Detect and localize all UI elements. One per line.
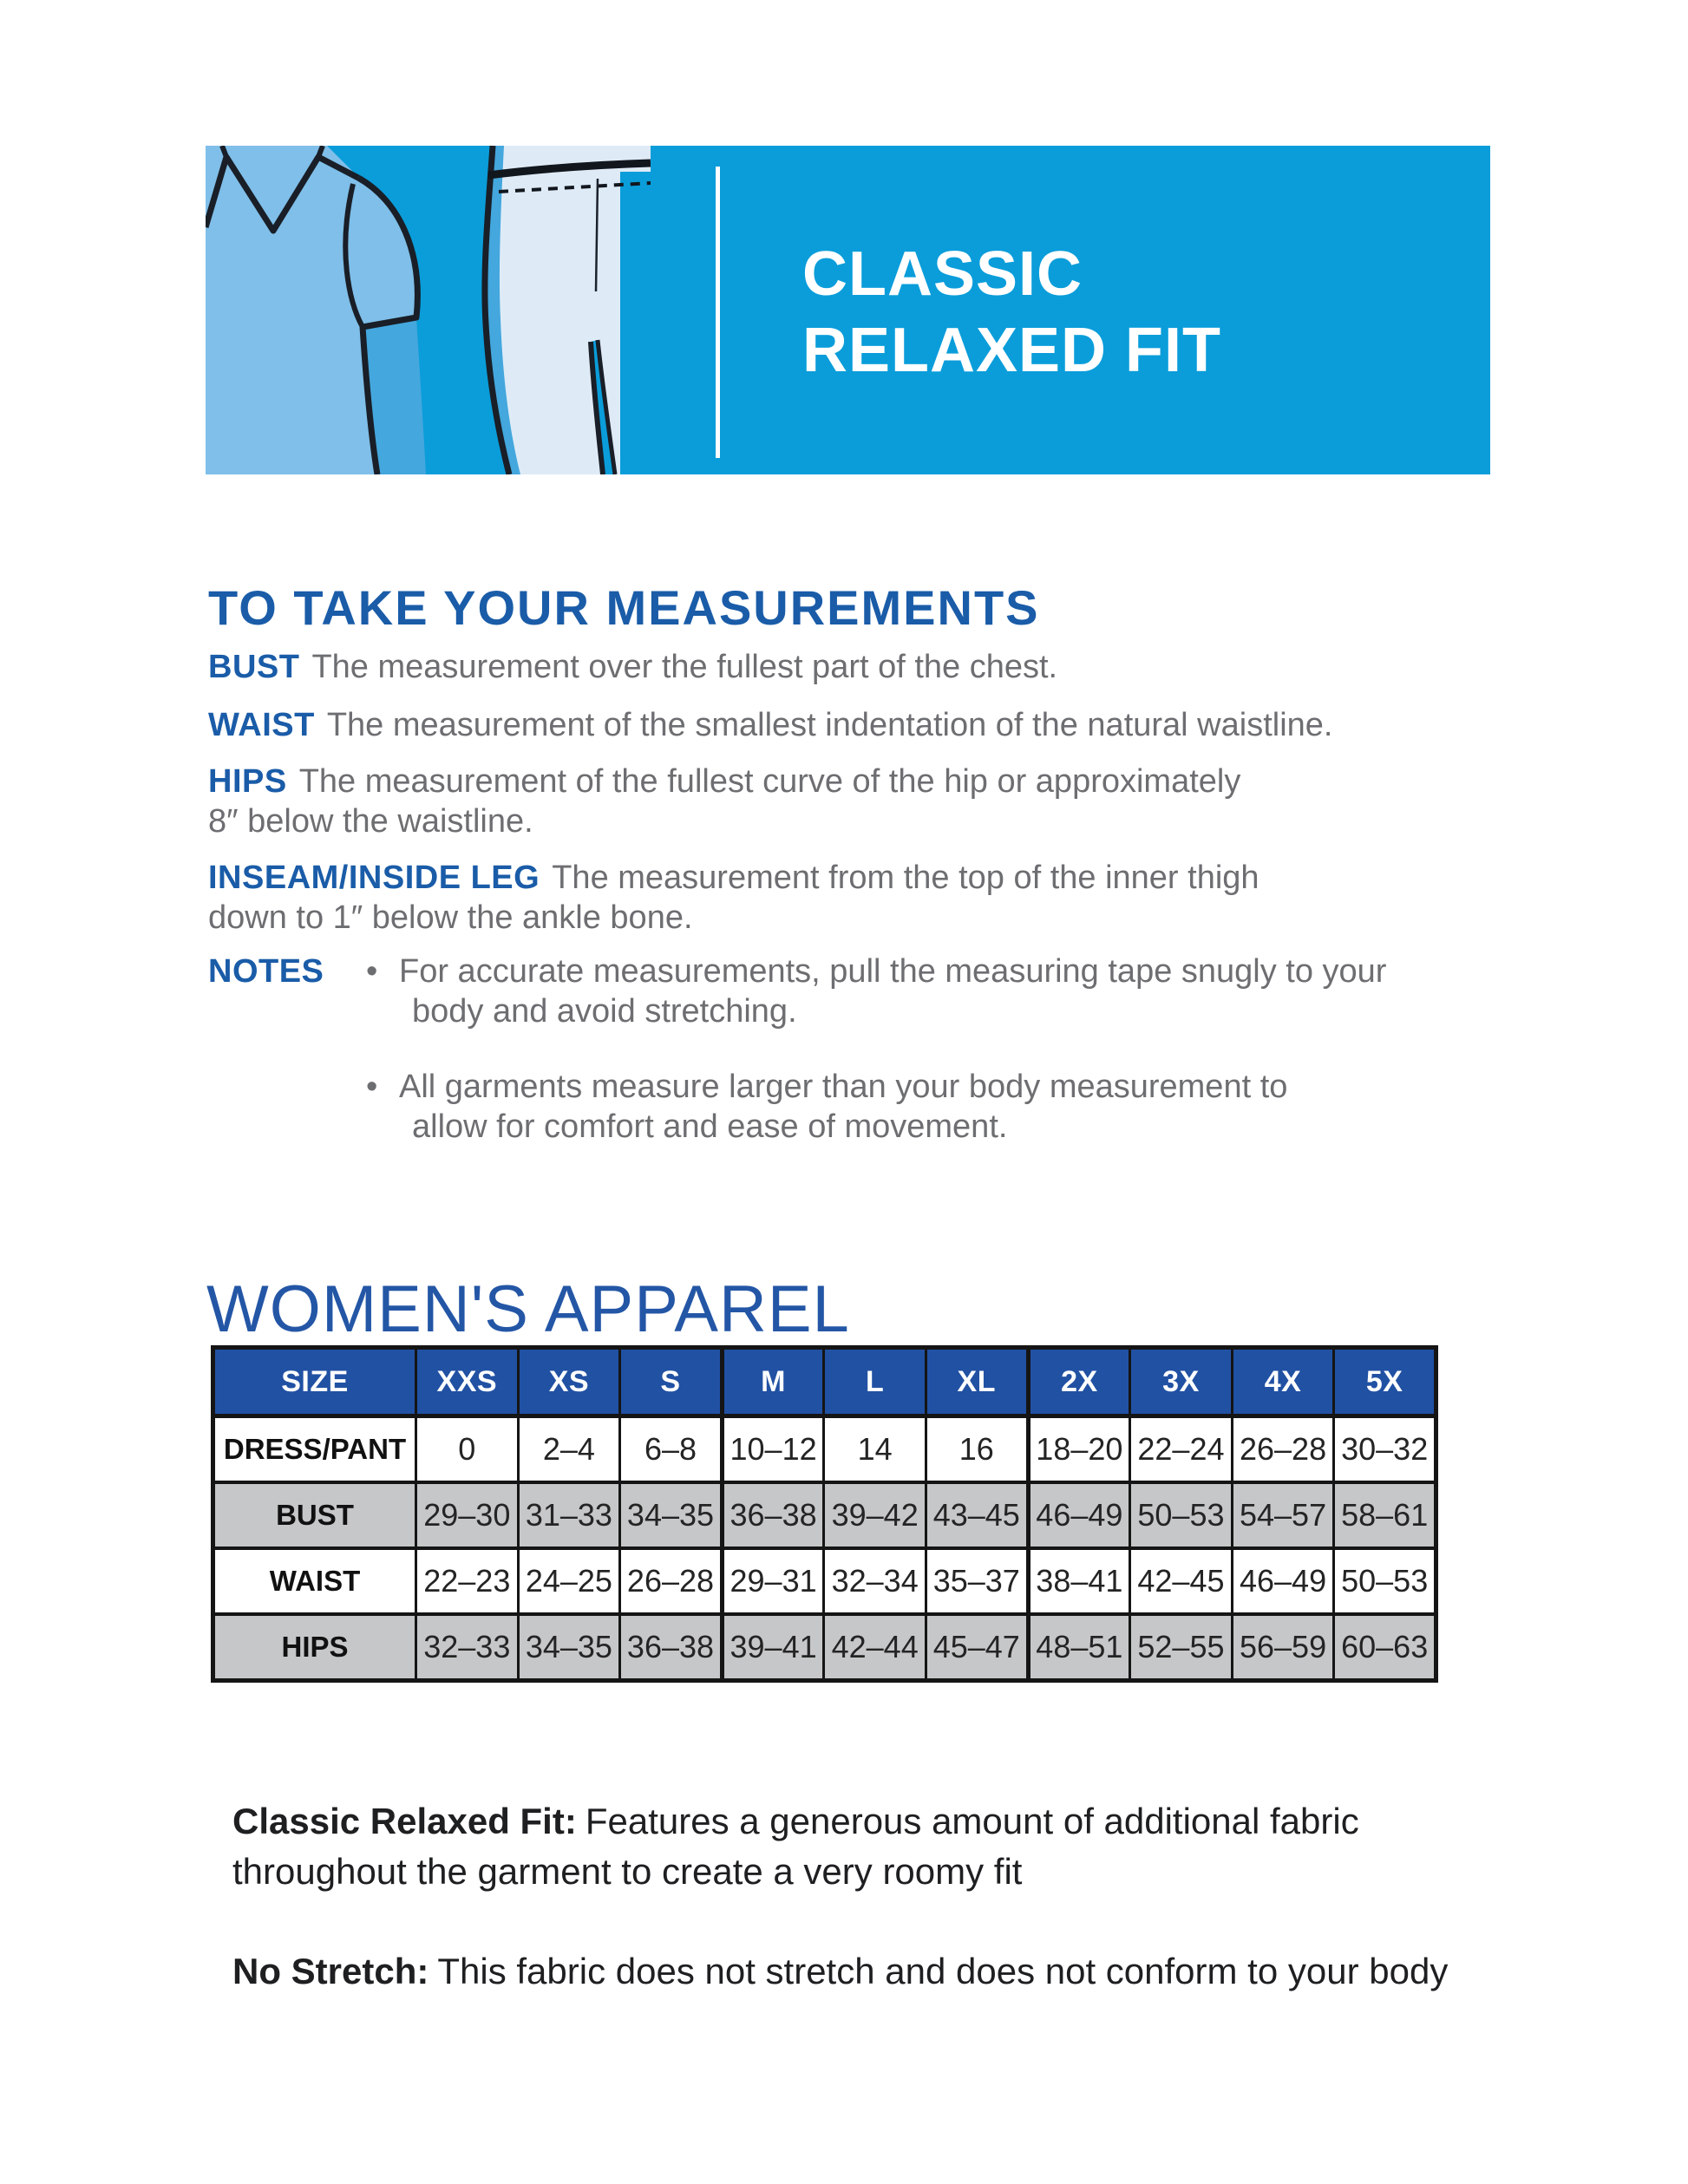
cell: 52–55 bbox=[1130, 1614, 1233, 1681]
fit-note-line1 bbox=[232, 1796, 1359, 1847]
fit-note-no-stretch bbox=[232, 1946, 1448, 1997]
cell: 36–38 bbox=[722, 1482, 824, 1548]
cell: 39–42 bbox=[824, 1482, 926, 1548]
cell: 45–47 bbox=[926, 1614, 1028, 1681]
cell: 46–49 bbox=[1232, 1548, 1334, 1614]
measure-desc: The measurement of the smallest indentation of the natural waistline. bbox=[326, 707, 1333, 743]
col-header: XL bbox=[926, 1348, 1028, 1416]
cell: 22–23 bbox=[416, 1548, 519, 1614]
cell: 39–41 bbox=[722, 1614, 824, 1681]
col-header: XXS bbox=[416, 1348, 519, 1416]
notes-term: NOTES bbox=[208, 953, 324, 990]
bullet-icon: • bbox=[366, 1069, 378, 1105]
cell: 42–45 bbox=[1130, 1548, 1233, 1614]
notes-bullet-1-cont: body and avoid stretching. bbox=[412, 993, 797, 1030]
measurements-heading: TO TAKE YOUR MEASUREMENTS bbox=[208, 580, 1040, 635]
cell: 60–63 bbox=[1334, 1614, 1436, 1681]
notes-label bbox=[208, 951, 336, 991]
cell: 10–12 bbox=[722, 1416, 824, 1483]
measure-item-inseam bbox=[208, 858, 1259, 898]
notes-bullet-2-cont: allow for comfort and ease of movement. bbox=[412, 1108, 1008, 1145]
measure-term: BUST bbox=[208, 649, 300, 685]
cell: 58–61 bbox=[1334, 1482, 1436, 1548]
table-row-hips bbox=[213, 1614, 1436, 1681]
cell: 16 bbox=[926, 1416, 1028, 1483]
fit-note-text: Features a generous amount of additional fabric bbox=[585, 1801, 1359, 1841]
row-label: HIPS bbox=[213, 1614, 416, 1681]
fit-note-term: Classic Relaxed Fit: bbox=[232, 1801, 577, 1841]
cell: 14 bbox=[824, 1416, 926, 1483]
col-header: L bbox=[824, 1348, 926, 1416]
col-header: 5X bbox=[1334, 1348, 1436, 1416]
measure-desc: The measurement over the fullest part of the chest. bbox=[311, 649, 1058, 685]
measure-item-waist bbox=[208, 705, 1332, 745]
cell: 22–24 bbox=[1130, 1416, 1233, 1483]
fit-note-line2: throughout the garment to create a very roomy fit bbox=[232, 1851, 1023, 1892]
measure-term: HIPS bbox=[208, 763, 287, 800]
table-row-dress-pant bbox=[213, 1416, 1436, 1483]
measure-desc: The measurement from the top of the inner thigh bbox=[552, 860, 1259, 896]
table-row-waist bbox=[213, 1548, 1436, 1614]
cell: 26–28 bbox=[620, 1548, 723, 1614]
notes-bullet-text: All garments measure larger than your body measurement to bbox=[399, 1069, 1288, 1105]
cell: 43–45 bbox=[926, 1482, 1028, 1548]
bullet-icon: • bbox=[366, 953, 378, 990]
cell: 50–53 bbox=[1130, 1482, 1233, 1548]
table-row-bust bbox=[213, 1482, 1436, 1548]
cell: 32–33 bbox=[416, 1614, 519, 1681]
banner-title-line1: CLASSIC bbox=[802, 239, 1083, 309]
fit-note-term: No Stretch: bbox=[232, 1951, 429, 1991]
measure-desc: The measurement of the fullest curve of the hip or approximately bbox=[298, 763, 1241, 800]
cell: 30–32 bbox=[1334, 1416, 1436, 1483]
cell: 32–34 bbox=[824, 1548, 926, 1614]
scrubs-illustration bbox=[206, 146, 651, 474]
fit-note-text: This fabric does not stretch and does not conform to your body bbox=[437, 1951, 1449, 1991]
cell: 29–31 bbox=[722, 1548, 824, 1614]
cell: 31–33 bbox=[518, 1482, 620, 1548]
row-label: DRESS/PANT bbox=[213, 1416, 416, 1483]
col-header: XS bbox=[518, 1348, 620, 1416]
cell: 50–53 bbox=[1334, 1548, 1436, 1614]
cell: 54–57 bbox=[1232, 1482, 1334, 1548]
cell: 29–30 bbox=[416, 1482, 519, 1548]
cell: 34–35 bbox=[620, 1482, 723, 1548]
notes-bullet-text: For accurate measurements, pull the measuring tape snugly to your bbox=[399, 953, 1387, 990]
cell: 6–8 bbox=[620, 1416, 723, 1483]
cell: 48–51 bbox=[1028, 1614, 1130, 1681]
size-chart-header-row bbox=[213, 1348, 1436, 1416]
apparel-heading: WOMEN'S APPAREL bbox=[206, 1272, 850, 1346]
banner-title bbox=[802, 236, 1221, 389]
cell: 34–35 bbox=[518, 1614, 620, 1681]
measure-item-bust bbox=[208, 647, 1057, 687]
col-header: 4X bbox=[1232, 1348, 1334, 1416]
size-chart-table bbox=[211, 1345, 1438, 1683]
row-label: BUST bbox=[213, 1482, 416, 1548]
banner bbox=[206, 146, 1490, 474]
measure-term: WAIST bbox=[208, 707, 315, 743]
notes-bullet-2 bbox=[366, 1067, 1287, 1107]
cell: 2–4 bbox=[518, 1416, 620, 1483]
col-header: M bbox=[722, 1348, 824, 1416]
cell: 0 bbox=[416, 1416, 519, 1483]
cell: 42–44 bbox=[824, 1614, 926, 1681]
cell: 26–28 bbox=[1232, 1416, 1334, 1483]
banner-title-line2: RELAXED FIT bbox=[802, 316, 1222, 385]
cell: 46–49 bbox=[1028, 1482, 1130, 1548]
cell: 18–20 bbox=[1028, 1416, 1130, 1483]
measure-item-inseam-cont: down to 1″ below the ankle bone. bbox=[208, 899, 693, 936]
cell: 36–38 bbox=[620, 1614, 723, 1681]
notes-bullet-1 bbox=[366, 951, 1386, 991]
col-header: S bbox=[620, 1348, 723, 1416]
cell: 24–25 bbox=[518, 1548, 620, 1614]
fit-note-line1 bbox=[232, 1946, 1448, 1997]
measure-item-hips-cont: 8″ below the waistline. bbox=[208, 803, 533, 840]
cell: 56–59 bbox=[1232, 1614, 1334, 1681]
col-header: 3X bbox=[1130, 1348, 1233, 1416]
fit-note-classic-relaxed bbox=[232, 1796, 1359, 1897]
banner-divider bbox=[716, 167, 720, 458]
row-label: WAIST bbox=[213, 1548, 416, 1614]
measure-term: INSEAM/INSIDE LEG bbox=[208, 860, 540, 896]
measure-item-hips bbox=[208, 762, 1240, 801]
cell: 35–37 bbox=[926, 1548, 1028, 1614]
cell: 38–41 bbox=[1028, 1548, 1130, 1614]
col-header: 2X bbox=[1028, 1348, 1130, 1416]
col-header-size: SIZE bbox=[213, 1348, 416, 1416]
